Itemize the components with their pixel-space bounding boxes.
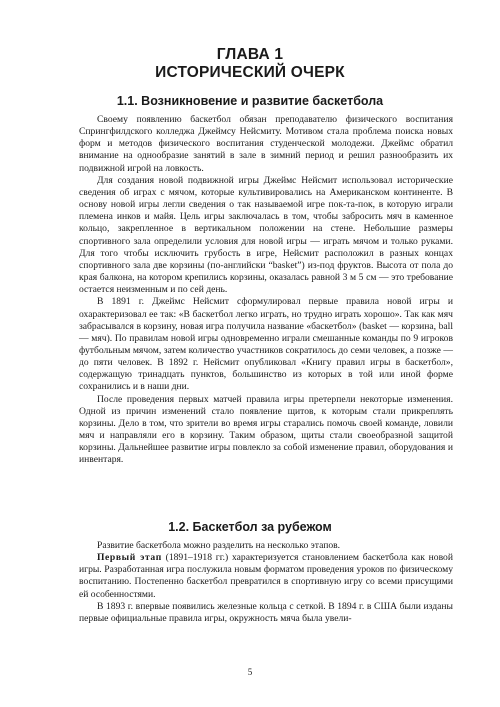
stage-label: Первый этап xyxy=(97,552,162,564)
paragraph: Своему появлению баскетбол обязан преподавателю физического воспитания Спрингфилдского колледжа Джеймсу Нейсмиту. Мотивом стала проблема поиска новых форм и методов физического воспитания студенческой молодежи. Джеймс обратил внимание на однообразие занятий в зале в зимний период и решил разнообразить их подвижной игрой на ловкость. xyxy=(79,114,453,174)
paragraph: Для создания новой подвижной игры Джеймс Нейсмит использовал исторические сведения об играх с мячом, которые культивировались на Американском континенте. В основу новой игры легли сведения о так называемой игре пок-та-пок, в которую играли племена инков и майя. Цель игры заключалась в том, чтобы забросить мяч в каменное кольцо, закрепленное в вертикальном положении на стене. Небольшие размеры спортивного зала определили условия для новой игры — играть мячом и только руками. Для того чтобы исключить грубость в игре, Нейсмит расположил в разных концах спортивного зала две корзины (по-английски “basket”) из-под фруктов. Высота от пола до края балкона, на котором крепились корзины, оказалась равной 3 м 5 см — это требование остается неизменным и по сей день. xyxy=(79,174,453,296)
section-1-1-body xyxy=(79,114,453,467)
section-title-1-2: 1.2. Баскетбол за рубежом xyxy=(168,520,332,534)
paragraph: В 1891 г. Джеймс Нейсмит сформулировал первые правила новой игры и охарактеризовал ее так: «В баскетбол легко играть, но трудно играть хорошо». Так как мяч забрасывался в корзину, новая игра получила название «баскетбол» (basket — корзина, ball — мяч). По правилам новой игры одновременно играли смешанные команды по 9 игроков футбольным мячом, затем количество участников сократилось до семи человек, а позже — до пяти человек. В 1892 г. Нейсмит опубликовал «Книгу правил игры в баскетбол», содержащую тринадцать пунктов, большинство из которых в той или иной форме сохранились и в наши дни. xyxy=(79,296,453,393)
paragraph: После проведения первых матчей правила игры претерпели некоторые изменения. Одной из причин изменений стало появление щитов, к которым стали прикреплять корзины. Дело в том, что зрители во время игры старались помочь своей команде, ловили мяч и направляли его в корзину. Таким образом, щиты стали своеобразной защитой корзины. Дальнейшее развитие игры повлекло за собой изменение правил, оборудования и инвентаря. xyxy=(79,393,453,466)
paragraph-first-stage xyxy=(79,552,453,601)
section-title-1-1: 1.1. Возникновение и развитие баскетбола xyxy=(116,94,384,108)
stage-text: (1891–1918 гг.) характеризуется становлением баскетбола как новой игры. Разработанная игра послужила новым форматом проведения уроков по физическому воспитанию. Постепенно баскетбол превратился в спортивную игру со всеми присущими ей особенностями. xyxy=(79,552,453,600)
chapter-label: ГЛАВА 1 xyxy=(216,46,284,63)
section-1-2-body xyxy=(79,540,453,625)
page-number: 5 xyxy=(247,667,253,677)
chapter-title: ИСТОРИЧЕСКИЙ ОЧЕРК xyxy=(155,64,345,81)
paragraph: В 1893 г. впервые появились железные кольца с сеткой. В 1894 г. в США были изданы первые официальные правила игры, окружность мяча была увели- xyxy=(79,600,453,624)
paragraph: Развитие баскетбола можно разделить на несколько этапов. xyxy=(97,540,341,551)
